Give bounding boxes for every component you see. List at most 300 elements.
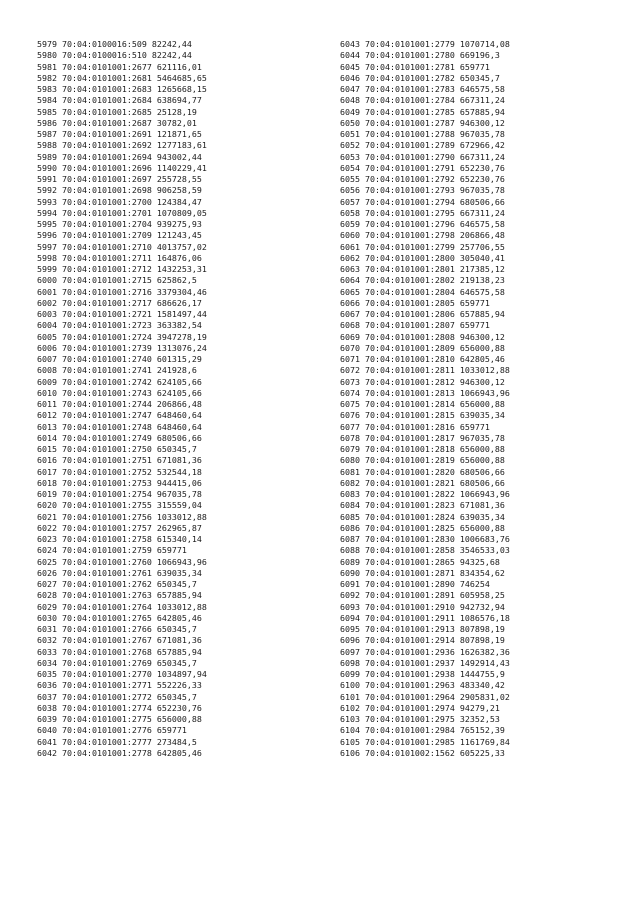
row-id: 6096 bbox=[340, 635, 360, 646]
cadastral-value: 650345,7 bbox=[156, 657, 197, 668]
cadastral-number: 70:04:0101001:2910 bbox=[364, 601, 455, 612]
right-column bbox=[340, 39, 510, 759]
cadastral-value: 657885,94 bbox=[459, 309, 505, 319]
table-row bbox=[340, 725, 510, 736]
row-id: 6017 bbox=[37, 466, 57, 477]
row-id: 6033 bbox=[37, 646, 57, 657]
row-id: 6061 bbox=[340, 241, 360, 252]
cadastral-value: 552226,33 bbox=[156, 680, 202, 691]
cadastral-value: 262965,87 bbox=[156, 522, 202, 533]
table-row bbox=[340, 557, 510, 568]
cadastral-number: 70:04:0101001:2913 bbox=[364, 624, 455, 634]
cadastral-number: 70:04:0101001:2890 bbox=[364, 579, 455, 589]
table-row bbox=[37, 703, 207, 714]
cadastral-number: 70:04:0101001:2811 bbox=[364, 365, 455, 376]
row-id: 6101 bbox=[340, 691, 360, 702]
row-id: 6039 bbox=[37, 714, 57, 724]
row-id: 6067 bbox=[340, 309, 360, 319]
cadastral-value: 305040,41 bbox=[459, 252, 505, 263]
cadastral-number: 70:04:0101001:2789 bbox=[364, 140, 455, 151]
row-id: 6064 bbox=[340, 275, 360, 286]
row-id: 5987 bbox=[37, 129, 57, 139]
row-id: 6047 bbox=[340, 84, 360, 94]
cadastral-value: 657885,94 bbox=[156, 646, 202, 657]
row-id: 5991 bbox=[37, 174, 57, 184]
table-row bbox=[340, 129, 510, 140]
cadastral-number: 70:04:0101001:2778 bbox=[61, 747, 152, 758]
cadastral-value: 1277183,61 bbox=[156, 140, 207, 151]
cadastral-number: 70:04:0101001:2687 bbox=[61, 117, 152, 128]
cadastral-value: 686626,17 bbox=[156, 297, 202, 308]
table-row bbox=[37, 590, 207, 601]
cadastral-value: 659771 bbox=[459, 297, 490, 308]
table-row bbox=[37, 264, 207, 275]
cadastral-number: 70:04:0101002:1562 bbox=[364, 747, 455, 758]
cadastral-number: 70:04:0101001:2743 bbox=[61, 387, 152, 398]
row-id: 6041 bbox=[37, 736, 57, 747]
cadastral-number: 70:04:0101001:2712 bbox=[61, 264, 152, 274]
table-row bbox=[37, 275, 207, 286]
cadastral-number: 70:04:0101001:2798 bbox=[364, 230, 455, 241]
cadastral-number: 70:04:0101001:2964 bbox=[364, 691, 455, 702]
cadastral-number: 70:04:0101001:2819 bbox=[364, 455, 455, 466]
cadastral-number: 70:04:0101001:2753 bbox=[61, 477, 152, 488]
cadastral-number: 70:04:0101001:2820 bbox=[364, 466, 455, 477]
cadastral-value: 624105,66 bbox=[156, 376, 202, 387]
cadastral-number: 70:04:0101001:2822 bbox=[364, 489, 455, 499]
row-id: 6106 bbox=[340, 747, 360, 758]
cadastral-value: 639035,34 bbox=[459, 511, 505, 522]
cadastral-number: 70:04:0101001:2762 bbox=[61, 579, 152, 589]
cadastral-number: 70:04:0101001:2748 bbox=[61, 421, 152, 432]
table-row bbox=[340, 242, 510, 253]
cadastral-number: 70:04:0101001:2710 bbox=[61, 241, 152, 252]
cadastral-value: 672966,42 bbox=[459, 140, 505, 151]
table-row bbox=[340, 62, 510, 73]
row-id: 6057 bbox=[340, 196, 360, 207]
cadastral-value: 648460,64 bbox=[156, 421, 202, 432]
table-row bbox=[340, 107, 510, 118]
table-row bbox=[340, 320, 510, 331]
row-id: 5980 bbox=[37, 50, 57, 61]
cadastral-value: 30782,01 bbox=[156, 117, 197, 128]
table-row bbox=[37, 50, 207, 61]
cadastral-value: 615340,14 bbox=[156, 534, 202, 544]
cadastral-value: 650345,7 bbox=[156, 691, 197, 702]
table-row bbox=[340, 647, 510, 658]
table-row bbox=[340, 703, 510, 714]
cadastral-number: 70:04:0101001:2751 bbox=[61, 455, 152, 466]
cadastral-number: 70:04:0101001:2780 bbox=[364, 50, 455, 61]
table-row bbox=[37, 230, 207, 241]
cadastral-value: 659771 bbox=[459, 320, 490, 331]
cadastral-value: 650345,7 bbox=[156, 624, 197, 634]
row-id: 6049 bbox=[340, 106, 360, 117]
cadastral-number: 70:04:0101001:2777 bbox=[61, 736, 152, 747]
table-row bbox=[37, 748, 207, 759]
row-id: 6027 bbox=[37, 579, 57, 589]
row-id: 6022 bbox=[37, 522, 57, 533]
cadastral-value: 946300,12 bbox=[459, 117, 505, 128]
cadastral-number: 70:04:0101001:2796 bbox=[364, 219, 455, 229]
row-id: 5989 bbox=[37, 151, 57, 162]
row-id: 6081 bbox=[340, 466, 360, 477]
table-row bbox=[340, 568, 510, 579]
row-id: 6020 bbox=[37, 500, 57, 511]
cadastral-value: 680506,66 bbox=[459, 477, 505, 488]
cadastral-number: 70:04:0101001:2700 bbox=[61, 196, 152, 207]
cadastral-number: 70:04:0101001:2698 bbox=[61, 185, 152, 196]
cadastral-value: 315559,04 bbox=[156, 500, 202, 511]
row-id: 6062 bbox=[340, 252, 360, 263]
cadastral-number: 70:04:0101001:2684 bbox=[61, 95, 152, 106]
cadastral-number: 70:04:0101001:2806 bbox=[364, 309, 455, 319]
table-row bbox=[37, 523, 207, 534]
row-id: 6026 bbox=[37, 567, 57, 578]
table-row bbox=[37, 129, 207, 140]
cadastral-number: 70:04:0101001:2774 bbox=[61, 702, 152, 713]
table-row bbox=[340, 692, 510, 703]
cadastral-value: 943002,44 bbox=[156, 151, 202, 162]
cadastral-value: 657885,94 bbox=[459, 106, 505, 117]
table-row bbox=[37, 624, 207, 635]
row-id: 6082 bbox=[340, 477, 360, 488]
table-row bbox=[37, 692, 207, 703]
row-id: 5999 bbox=[37, 264, 57, 274]
cadastral-value: 363382,54 bbox=[156, 320, 202, 331]
cadastral-value: 656000,88 bbox=[459, 522, 505, 533]
cadastral-number: 70:04:0101001:2717 bbox=[61, 297, 152, 308]
table-row bbox=[340, 197, 510, 208]
row-id: 6088 bbox=[340, 545, 360, 556]
cadastral-number: 70:04:0101001:2692 bbox=[61, 140, 152, 151]
table-row bbox=[37, 613, 207, 624]
cadastral-number: 70:04:0101001:2755 bbox=[61, 500, 152, 511]
cadastral-number: 70:04:0101001:2749 bbox=[61, 432, 152, 443]
row-id: 5981 bbox=[37, 61, 57, 72]
cadastral-value: 82242,44 bbox=[151, 39, 192, 49]
table-row bbox=[340, 163, 510, 174]
table-row bbox=[37, 253, 207, 264]
row-id: 6018 bbox=[37, 477, 57, 488]
row-id: 6038 bbox=[37, 702, 57, 713]
table-row bbox=[37, 377, 207, 388]
table-row bbox=[37, 399, 207, 410]
row-id: 6065 bbox=[340, 286, 360, 297]
row-id: 6011 bbox=[37, 399, 57, 409]
row-id: 5995 bbox=[37, 219, 57, 229]
cadastral-number: 70:04:0101001:2756 bbox=[61, 511, 152, 522]
cadastral-number: 70:04:0101001:2963 bbox=[364, 680, 455, 691]
cadastral-value: 1492914,43 bbox=[459, 657, 510, 668]
row-id: 6059 bbox=[340, 219, 360, 229]
row-id: 6036 bbox=[37, 680, 57, 691]
cadastral-value: 5464685,65 bbox=[156, 72, 207, 83]
cadastral-number: 70:04:0101001:2716 bbox=[61, 286, 152, 297]
table-row bbox=[340, 410, 510, 421]
cadastral-value: 656000,88 bbox=[459, 342, 505, 353]
cadastral-number: 70:04:0101001:2767 bbox=[61, 635, 152, 646]
cadastral-number: 70:04:0101001:2788 bbox=[364, 129, 455, 139]
table-row bbox=[37, 163, 207, 174]
cadastral-number: 70:04:0101001:2858 bbox=[364, 545, 455, 556]
cadastral-number: 70:04:0101001:2779 bbox=[364, 39, 455, 49]
cadastral-value: 638694,77 bbox=[156, 95, 202, 106]
cadastral-value: 219138,23 bbox=[459, 275, 505, 286]
table-row bbox=[340, 95, 510, 106]
cadastral-value: 1581497,44 bbox=[156, 309, 207, 319]
table-row bbox=[37, 534, 207, 545]
row-id: 5993 bbox=[37, 196, 57, 207]
cadastral-number: 70:04:0101001:2791 bbox=[364, 162, 455, 173]
row-id: 5997 bbox=[37, 241, 57, 252]
cadastral-number: 70:04:0101001:2775 bbox=[61, 714, 152, 724]
row-id: 6009 bbox=[37, 376, 57, 387]
row-id: 5990 bbox=[37, 162, 57, 173]
row-id: 6085 bbox=[340, 511, 360, 522]
cadastral-number: 70:04:0101001:2740 bbox=[61, 354, 152, 364]
cadastral-value: 3947278,19 bbox=[156, 331, 207, 342]
row-id: 5994 bbox=[37, 207, 57, 218]
row-id: 6005 bbox=[37, 331, 57, 342]
table-row bbox=[340, 748, 510, 759]
row-id: 6010 bbox=[37, 387, 57, 398]
row-id: 6006 bbox=[37, 342, 57, 353]
table-row bbox=[37, 287, 207, 298]
table-row bbox=[340, 343, 510, 354]
cadastral-number: 70:04:0101001:2824 bbox=[364, 511, 455, 522]
table-row bbox=[340, 455, 510, 466]
cadastral-value: 605225,33 bbox=[459, 747, 505, 758]
cadastral-value: 25128,19 bbox=[156, 106, 197, 117]
table-row bbox=[340, 602, 510, 613]
table-row bbox=[37, 185, 207, 196]
table-row bbox=[37, 84, 207, 95]
cadastral-number: 70:04:0101001:2701 bbox=[61, 207, 152, 218]
row-id: 6028 bbox=[37, 590, 57, 601]
cadastral-value: 639035,34 bbox=[156, 567, 202, 578]
row-id: 5988 bbox=[37, 140, 57, 151]
cadastral-value: 4013757,02 bbox=[156, 241, 207, 252]
cadastral-value: 1161769,84 bbox=[459, 736, 510, 747]
table-row bbox=[340, 208, 510, 219]
cadastral-value: 967035,78 bbox=[459, 129, 505, 139]
table-row bbox=[340, 478, 510, 489]
row-id: 6105 bbox=[340, 736, 360, 747]
cadastral-value: 1033012,88 bbox=[459, 365, 510, 376]
table-row bbox=[340, 365, 510, 376]
row-id: 6016 bbox=[37, 455, 57, 466]
row-id: 6023 bbox=[37, 534, 57, 544]
cadastral-number: 70:04:0101001:2784 bbox=[364, 95, 455, 106]
cadastral-value: 642805,46 bbox=[156, 612, 202, 623]
row-id: 6043 bbox=[340, 39, 360, 49]
cadastral-value: 656000,88 bbox=[459, 455, 505, 466]
cadastral-number: 70:04:0101001:2807 bbox=[364, 320, 455, 331]
cadastral-value: 1626382,36 bbox=[459, 646, 510, 657]
row-id: 5984 bbox=[37, 95, 57, 106]
cadastral-number: 70:04:0101001:2677 bbox=[61, 61, 152, 72]
cadastral-value: 680506,66 bbox=[459, 466, 505, 477]
cadastral-value: 625862,5 bbox=[156, 275, 197, 286]
cadastral-number: 70:04:0101001:2754 bbox=[61, 489, 152, 499]
cadastral-value: 624105,66 bbox=[156, 387, 202, 398]
cadastral-value: 1313076,24 bbox=[156, 342, 207, 353]
cadastral-value: 94279,21 bbox=[459, 702, 500, 713]
cadastral-number: 70:04:0101001:2914 bbox=[364, 635, 455, 646]
row-id: 6007 bbox=[37, 354, 57, 364]
row-id: 6094 bbox=[340, 612, 360, 623]
cadastral-value: 967035,78 bbox=[459, 185, 505, 196]
row-id: 6045 bbox=[340, 61, 360, 72]
row-id: 6030 bbox=[37, 612, 57, 623]
table-row bbox=[340, 275, 510, 286]
cadastral-value: 656000,88 bbox=[156, 714, 202, 724]
cadastral-value: 1033012,88 bbox=[156, 601, 207, 612]
cadastral-value: 1086576,18 bbox=[459, 612, 510, 623]
cadastral-number: 70:04:0101001:2830 bbox=[364, 534, 455, 544]
cadastral-number: 70:04:0101001:2750 bbox=[61, 444, 152, 454]
row-id: 6048 bbox=[340, 95, 360, 106]
table-row bbox=[340, 140, 510, 151]
row-id: 6021 bbox=[37, 511, 57, 522]
table-row bbox=[37, 197, 207, 208]
table-row bbox=[37, 62, 207, 73]
cadastral-value: 946300,12 bbox=[459, 376, 505, 387]
cadastral-value: 257706,55 bbox=[459, 241, 505, 252]
cadastral-value: 3546533,03 bbox=[459, 545, 510, 556]
cadastral-value: 648460,64 bbox=[156, 410, 202, 421]
table-row bbox=[37, 478, 207, 489]
row-id: 6046 bbox=[340, 72, 360, 83]
table-row bbox=[340, 579, 510, 590]
cadastral-value: 217385,12 bbox=[459, 264, 505, 274]
cadastral-value: 605958,25 bbox=[459, 590, 505, 601]
cadastral-number: 70:04:0101001:2974 bbox=[364, 702, 455, 713]
table-row bbox=[340, 152, 510, 163]
cadastral-value: 671081,36 bbox=[156, 455, 202, 466]
cadastral-number: 70:04:0101001:2772 bbox=[61, 691, 152, 702]
cadastral-number: 70:04:0101001:2815 bbox=[364, 410, 455, 421]
table-row bbox=[37, 343, 207, 354]
row-id: 6055 bbox=[340, 174, 360, 184]
table-row bbox=[37, 545, 207, 556]
row-id: 6103 bbox=[340, 714, 360, 724]
cadastral-number: 70:04:0101001:2805 bbox=[364, 297, 455, 308]
cadastral-value: 944415,06 bbox=[156, 477, 202, 488]
table-row bbox=[340, 185, 510, 196]
cadastral-number: 70:04:0101001:2938 bbox=[364, 669, 455, 679]
table-row bbox=[340, 545, 510, 556]
table-row bbox=[340, 309, 510, 320]
cadastral-number: 70:04:0101001:2715 bbox=[61, 275, 152, 286]
table-row bbox=[340, 534, 510, 545]
table-row bbox=[340, 174, 510, 185]
table-row bbox=[37, 208, 207, 219]
cadastral-number: 70:04:0100016:510 bbox=[61, 50, 147, 61]
cadastral-value: 1006683,76 bbox=[459, 534, 510, 544]
cadastral-number: 70:04:0101001:2911 bbox=[364, 612, 455, 623]
table-row bbox=[340, 73, 510, 84]
cadastral-number: 70:04:0101001:2760 bbox=[61, 556, 152, 567]
cadastral-value: 273484,5 bbox=[156, 736, 197, 747]
cadastral-value: 1070714,08 bbox=[459, 39, 510, 49]
cadastral-number: 70:04:0101001:2758 bbox=[61, 534, 152, 544]
cadastral-value: 946300,12 bbox=[459, 331, 505, 342]
row-id: 6040 bbox=[37, 725, 57, 736]
cadastral-number: 70:04:0101001:2782 bbox=[364, 72, 455, 83]
table-row bbox=[340, 388, 510, 399]
cadastral-value: 659771 bbox=[156, 545, 187, 556]
cadastral-number: 70:04:0101001:2739 bbox=[61, 342, 152, 353]
row-id: 6072 bbox=[340, 365, 360, 376]
table-row bbox=[37, 658, 207, 669]
row-id: 6035 bbox=[37, 669, 57, 679]
cadastral-value: 807898,19 bbox=[459, 635, 505, 646]
table-row bbox=[340, 118, 510, 129]
table-row bbox=[37, 95, 207, 106]
cadastral-number: 70:04:0101001:2785 bbox=[364, 106, 455, 117]
cadastral-number: 70:04:0100016:509 bbox=[61, 39, 147, 49]
cadastral-value: 642805,46 bbox=[459, 354, 505, 364]
cadastral-value: 1140229,41 bbox=[156, 162, 207, 173]
row-id: 6015 bbox=[37, 444, 57, 454]
cadastral-number: 70:04:0101001:2790 bbox=[364, 151, 455, 162]
table-row bbox=[37, 680, 207, 691]
row-id: 6073 bbox=[340, 376, 360, 387]
row-id: 6001 bbox=[37, 286, 57, 297]
row-id: 6012 bbox=[37, 410, 57, 421]
table-row bbox=[37, 118, 207, 129]
cadastral-value: 650345,7 bbox=[459, 72, 500, 83]
cadastral-number: 70:04:0101001:2776 bbox=[61, 725, 152, 736]
row-id: 6080 bbox=[340, 455, 360, 466]
table-row bbox=[37, 410, 207, 421]
row-id: 6070 bbox=[340, 342, 360, 353]
row-id: 6075 bbox=[340, 399, 360, 409]
cadastral-value: 652230,76 bbox=[459, 162, 505, 173]
cadastral-number: 70:04:0101001:2764 bbox=[61, 601, 152, 612]
cadastral-number: 70:04:0101001:2724 bbox=[61, 331, 152, 342]
row-id: 6066 bbox=[340, 297, 360, 308]
row-id: 6054 bbox=[340, 162, 360, 173]
cadastral-value: 206866,48 bbox=[156, 399, 202, 409]
cadastral-value: 1070809,05 bbox=[156, 207, 207, 218]
cadastral-number: 70:04:0101001:2823 bbox=[364, 500, 455, 511]
row-id: 6069 bbox=[340, 331, 360, 342]
row-id: 6002 bbox=[37, 297, 57, 308]
row-id: 5985 bbox=[37, 106, 57, 117]
cadastral-value: 906258,59 bbox=[156, 185, 202, 196]
left-column bbox=[37, 39, 207, 759]
table-row bbox=[37, 669, 207, 680]
cadastral-number: 70:04:0101001:2809 bbox=[364, 342, 455, 353]
cadastral-value: 1066943,96 bbox=[459, 387, 510, 398]
table-row bbox=[37, 444, 207, 455]
cadastral-value: 483340,42 bbox=[459, 680, 505, 691]
table-row bbox=[340, 523, 510, 534]
cadastral-number: 70:04:0101001:2752 bbox=[61, 466, 152, 477]
table-row bbox=[340, 467, 510, 478]
row-id: 6056 bbox=[340, 185, 360, 196]
row-id: 6025 bbox=[37, 556, 57, 567]
table-row bbox=[37, 714, 207, 725]
cadastral-number: 70:04:0101001:2810 bbox=[364, 354, 455, 364]
cadastral-number: 70:04:0101001:2769 bbox=[61, 657, 152, 668]
cadastral-value: 621116,01 bbox=[156, 61, 202, 72]
cadastral-value: 659771 bbox=[459, 61, 490, 72]
row-id: 6077 bbox=[340, 421, 360, 432]
